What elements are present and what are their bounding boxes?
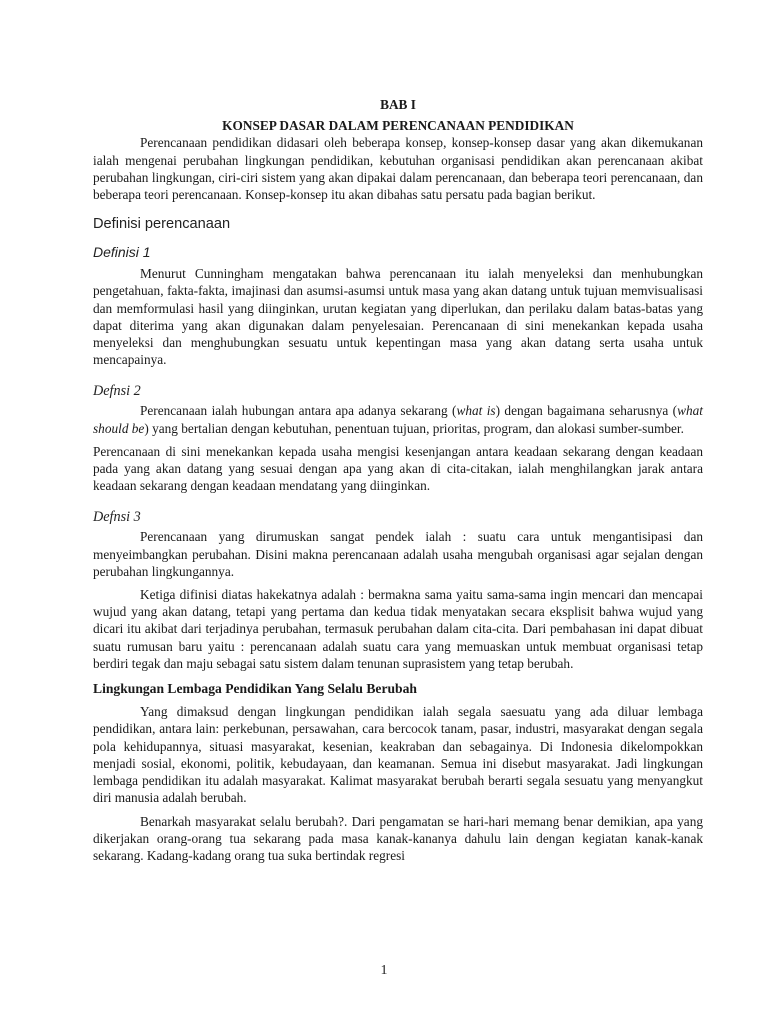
paragraph-definisi-3b: Ketiga difinisi diatas hakekatnya adalah : bermakna sama yaitu sama-sama ingin mencari dan mencapai wujud yang akan datang, tetapi yang pertama dan kedua tidak menyatakan secara eksplisit bahwa wujud yang dicari itu akibat dari terjadinya perubahan, termasuk perubahan dalam cita-cita. Dari pembahasan ini dapat dibuat suatu rumusan baru yaitu : perencanaan adalah suatu cara yang memuaskan untuk membuat organisasi tetap berdiri tegak dan maju sebagai satu sistem dalam tenunan suprasistem yang tetap berubah. <box>93 587 703 671</box>
paragraph-definisi-1: Menurut Cunningham mengatakan bahwa perencanaan itu ialah menyeleksi dan menhubungkan pengetahuan, fakta-fakta, imajinasi dan asumsi-asumsi untuk masa yang akan datang untuk tujuan memvisualisasi dan memformulasi hasil yang diinginkan, urutan kegiatan yang diperlukan, dan perilaku dalam batas-batas yang dapat diterima yang akan digunakan dalam penyelesaian. Perencanaan di sini menekankan kepada usaha menyeleksi dan menghubungkan sesuatu untuk kepentingan masa yang akan datang serta usaha untuk mencapainya. <box>93 266 703 368</box>
paragraph-definisi-2b: Perencanaan di sini menekankan kepada usaha mengisi kesenjangan antara keadaan sekarang dengan keadaan pada yang akan datang yang sesuai dengan apa yang akan di cita-citakan, ialah menghilangkan jarak antara keadaan sekarang dengan keadaan mendatang yang diinginkan. <box>93 443 703 494</box>
heading-definisi-1: Definisi 1 <box>93 244 151 261</box>
section-heading-definisi: Definisi perencanaan <box>93 216 231 233</box>
intro-paragraph: Perencanaan pendidikan didasari oleh beberapa konsep, konsep-konsep dasar yang akan dikemukanan ialah mengenai perubahan lingkungan pendidikan, kebutuhan organisasi pendidikan akan perencanaan akibat perubahan lingkungan, ciri-ciri sistem yang akan dipakai dalam perencanaan, dan beberapa teori perencanaan, dan beberapa teori perencanaan. Konsep-konsep itu akan dibahas satu persatu pada bagian berikut. <box>93 135 703 203</box>
paragraph-definisi-2a: Perencanaan ialah hubungan antara apa adanya sekarang (what is) dengan bagaimana seharusnya (what should be) yang bertalian dengan kebutuhan, penentuan tujuan, prioritas, program, dan alokasi sumber-sumber. <box>93 403 703 436</box>
section-heading-lingkungan: Lingkungan Lembaga Pendidikan Yang Selalu Berubah <box>93 681 417 697</box>
chapter-label: BAB I <box>380 97 416 112</box>
chapter-title: KONSEP DASAR DALAM PERENCANAAN PENDIDIKAN <box>222 118 574 134</box>
paragraph-lingkungan-1: Yang dimaksud dengan lingkungan pendidikan ialah segala saesuatu yang ada diluar lembaga pendidikan, antara lain: perkebunan, persawahan, cara bercocok tanam, pasar, industri, masyarakat dengan segala pola kehidupannya, situasi masyarakat, kesenian, keakraban dan sebagainya. Di Indonesia dikelompokkan menjadi sosial, ekonomi, politik, kebudayaan, dan keamanan. Semua ini disebut masyarakat. Jadi lingkungan lembaga pendidikan itu adalah masyarakat. Kalimat masyarakat berubah berarti segala sesuatu yang menyangkut diri manusia adalah berubah. <box>93 704 703 806</box>
page-number: 1 <box>380 963 388 978</box>
heading-definisi-2: Defnsi 2 <box>93 383 141 400</box>
paragraph-definisi-3a: Perencanaan yang dirumuskan sangat pendek ialah : suatu cara untuk mengantisipasi dan menyeimbangkan perubahan. Disini makna perencanaan adalah usaha mengubah organisasi agar sejalan dengan perubahan lingkungannya. <box>93 529 703 579</box>
document-page <box>93 96 703 864</box>
paragraph-lingkungan-2: Benarkah masyarakat selalu berubah?. Dari pengamatan se hari-hari memang benar demikian, apa yang dikerjakan orang-orang tua sekarang pada masa kanak-kananya dahulu lain dengan kegiatan kanak-kanak sekarang. Kadang-kadang orang tua suka bertindak regresi <box>93 813 703 863</box>
heading-definisi-3: Defnsi 3 <box>93 509 141 526</box>
